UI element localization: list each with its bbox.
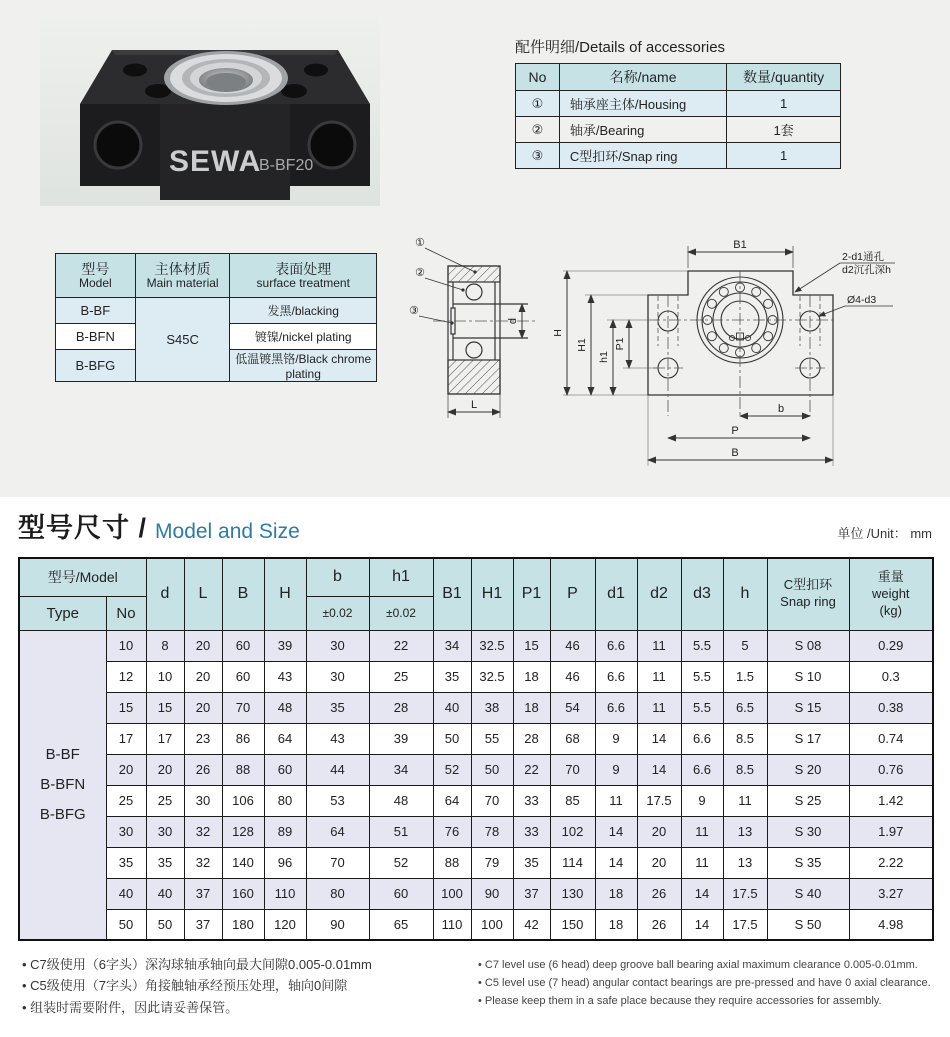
cell-h: 1.5 xyxy=(723,661,767,692)
cell-L: 20 xyxy=(184,630,222,661)
cell-d2: 20 xyxy=(637,847,681,878)
materials-col-model xyxy=(56,254,136,298)
unit-label: 单位 /Unit： mm xyxy=(837,526,932,541)
size-section-title-row xyxy=(18,506,932,545)
cell-h1: 60 xyxy=(369,878,433,909)
cell-H: 39 xyxy=(264,630,306,661)
cell-no: 15 xyxy=(106,692,146,723)
accessories-block xyxy=(515,36,841,169)
cell-d2: 26 xyxy=(637,878,681,909)
size-col-d: d xyxy=(146,558,184,630)
cell-weight: 0.3 xyxy=(849,661,933,692)
cell-b: 30 xyxy=(306,630,369,661)
front-dims-bottom xyxy=(648,395,833,466)
cell-d3: 6.6 xyxy=(681,723,723,754)
material-model: B-BFG xyxy=(56,350,136,382)
cell-no: 12 xyxy=(106,661,146,692)
callout-2-bearing: ② xyxy=(415,267,425,279)
cell-B: 128 xyxy=(222,816,264,847)
snap-ring-zh: C型扣环 xyxy=(783,577,833,593)
cell-d1: 18 xyxy=(595,878,637,909)
cell-b: 43 xyxy=(306,723,369,754)
cell-no: 20 xyxy=(106,754,146,785)
cell-h1: 65 xyxy=(369,909,433,940)
size-section-title-en: Model and Size xyxy=(155,520,300,543)
size-col-P: P xyxy=(550,558,595,630)
cell-d: 20 xyxy=(146,754,184,785)
cell-no: 40 xyxy=(106,878,146,909)
accessory-name: 轴承/Bearing xyxy=(559,117,726,143)
cell-no: 17 xyxy=(106,723,146,754)
cell-h: 6.5 xyxy=(723,692,767,723)
cell-B: 140 xyxy=(222,847,264,878)
accessories-header-row xyxy=(516,64,841,91)
material-name: S45C xyxy=(135,298,230,382)
cell-H1: 70 xyxy=(471,785,513,816)
cell-h1: 22 xyxy=(369,630,433,661)
cell-weight: 3.27 xyxy=(849,878,933,909)
cell-snap-ring: S 50 xyxy=(767,909,849,940)
cell-H: 96 xyxy=(264,847,306,878)
dim-label-P: P xyxy=(731,425,739,437)
cell-d3: 11 xyxy=(681,847,723,878)
size-table-row xyxy=(19,661,933,692)
cell-weight: 0.38 xyxy=(849,692,933,723)
cell-h: 8.5 xyxy=(723,754,767,785)
cell-d2: 20 xyxy=(637,816,681,847)
size-col-model: 型号/Model xyxy=(19,558,146,596)
cell-P1: 33 xyxy=(513,785,550,816)
accessory-name: 轴承座主体/Housing xyxy=(559,91,726,117)
cell-P: 114 xyxy=(550,847,595,878)
cell-no: 50 xyxy=(106,909,146,940)
note-item-en: • C5 level use (7 head) angular contact bearings are pre-pressed and have 0 axial clearance. xyxy=(478,974,944,992)
cell-L: 37 xyxy=(184,878,222,909)
cell-P1: 18 xyxy=(513,661,550,692)
cell-H1: 90 xyxy=(471,878,513,909)
cell-L: 23 xyxy=(184,723,222,754)
cell-h1: 48 xyxy=(369,785,433,816)
size-section-title-zh: 型号尺寸 / xyxy=(18,513,148,543)
cell-snap-ring: S 10 xyxy=(767,661,849,692)
cell-B1: 76 xyxy=(433,816,471,847)
cell-h1: 25 xyxy=(369,661,433,692)
cell-h1: 51 xyxy=(369,816,433,847)
cell-d2: 14 xyxy=(637,723,681,754)
cell-h: 13 xyxy=(723,847,767,878)
cell-snap-ring: S 30 xyxy=(767,816,849,847)
size-col-B1: B1 xyxy=(433,558,471,630)
cell-B: 70 xyxy=(222,692,264,723)
notes-zh-list xyxy=(22,954,478,1018)
accessory-no: ③ xyxy=(516,143,560,169)
cell-H1: 50 xyxy=(471,754,513,785)
cell-B1: 35 xyxy=(433,661,471,692)
cell-P1: 42 xyxy=(513,909,550,940)
cell-B1: 40 xyxy=(433,692,471,723)
notes-chinese xyxy=(22,954,478,1018)
cell-snap-ring: S 08 xyxy=(767,630,849,661)
cell-d2: 17.5 xyxy=(637,785,681,816)
cell-P: 150 xyxy=(550,909,595,940)
cell-P: 130 xyxy=(550,878,595,909)
brand-logo-text: SEWA xyxy=(169,145,262,178)
size-col-b: b xyxy=(306,558,369,596)
cell-B: 86 xyxy=(222,723,264,754)
size-col-P1: P1 xyxy=(513,558,550,630)
cell-P: 46 xyxy=(550,630,595,661)
note-item-zh: • C5级使用（7字头）角接触轴承经预压处理，轴向0间隙 xyxy=(22,975,478,996)
dim-label-P1: P1 xyxy=(614,337,626,351)
cell-H: 120 xyxy=(264,909,306,940)
cell-no: 25 xyxy=(106,785,146,816)
materials-col-material-zh: 主体材质 xyxy=(154,260,211,277)
technical-drawings xyxy=(395,226,945,492)
cell-H: 89 xyxy=(264,816,306,847)
cell-h: 13 xyxy=(723,816,767,847)
cell-B1: 34 xyxy=(433,630,471,661)
cell-h: 17.5 xyxy=(723,909,767,940)
cell-weight: 4.98 xyxy=(849,909,933,940)
materials-col-material xyxy=(135,254,230,298)
dim-label-L: L xyxy=(470,399,478,411)
cell-d1: 9 xyxy=(595,754,637,785)
note-item-en: • Please keep them in a safe place because they require accessories for assembly. xyxy=(478,992,944,1010)
cell-L: 20 xyxy=(184,692,222,723)
section-view xyxy=(448,266,528,394)
note-item-zh: • 组装时需要附件，因此请妥善保管。 xyxy=(22,997,478,1018)
snap-ring-en: Snap ring xyxy=(780,594,836,610)
cell-weight: 1.97 xyxy=(849,816,933,847)
cell-P1: 35 xyxy=(513,847,550,878)
cell-d1: 6.6 xyxy=(595,692,637,723)
cell-b: 30 xyxy=(306,661,369,692)
size-table-row xyxy=(19,847,933,878)
callout-3-snap-ring: ③ xyxy=(409,305,419,317)
cell-weight: 0.29 xyxy=(849,630,933,661)
cell-b: 64 xyxy=(306,816,369,847)
cell-L: 32 xyxy=(184,847,222,878)
note-item-en: • C7 level use (6 head) deep groove ball bearing axial maximum clearance 0.005-0.01mm. xyxy=(478,956,944,974)
cell-H1: 32.5 xyxy=(471,661,513,692)
cell-P1: 18 xyxy=(513,692,550,723)
cell-h: 11 xyxy=(723,785,767,816)
model-number-text: B-BF20 xyxy=(259,157,314,174)
cell-H1: 100 xyxy=(471,909,513,940)
size-col-d2: d2 xyxy=(637,558,681,630)
accessories-row xyxy=(516,91,841,117)
cell-b: 53 xyxy=(306,785,369,816)
cell-h1: 34 xyxy=(369,754,433,785)
dim-label-H: H xyxy=(552,329,564,337)
accessory-qty: 1 xyxy=(727,143,841,169)
material-treatment: 低温镀黑铬/Black chrome plating xyxy=(230,350,377,382)
cell-b: 44 xyxy=(306,754,369,785)
cell-H: 64 xyxy=(264,723,306,754)
cell-P1: 28 xyxy=(513,723,550,754)
hole-note-line2: d2沉孔深h xyxy=(842,264,892,276)
cell-d3: 6.6 xyxy=(681,754,723,785)
cell-d: 10 xyxy=(146,661,184,692)
cell-d: 40 xyxy=(146,878,184,909)
cell-B1: 64 xyxy=(433,785,471,816)
dim-label-B: B xyxy=(731,447,739,459)
cell-d2: 26 xyxy=(637,909,681,940)
cell-B: 88 xyxy=(222,754,264,785)
size-table-row xyxy=(19,754,933,785)
cell-d: 50 xyxy=(146,909,184,940)
product-photo xyxy=(40,18,380,206)
accessory-qty: 1套 xyxy=(727,117,841,143)
dimension-drawings xyxy=(395,226,945,492)
size-table-row xyxy=(19,723,933,754)
cell-d3: 14 xyxy=(681,909,723,940)
cell-P: 68 xyxy=(550,723,595,754)
cell-H1: 55 xyxy=(471,723,513,754)
size-header-row-1 xyxy=(19,558,933,596)
materials-row xyxy=(56,298,377,324)
cell-L: 30 xyxy=(184,785,222,816)
material-treatment: 发黑/blacking xyxy=(230,298,377,324)
cell-H: 60 xyxy=(264,754,306,785)
cell-B1: 52 xyxy=(433,754,471,785)
cell-b: 90 xyxy=(306,909,369,940)
cell-P1: 15 xyxy=(513,630,550,661)
callout-1-housing: ① xyxy=(415,237,425,249)
materials-col-treatment-zh: 表面处理 xyxy=(275,260,332,277)
hole-note-line1: 2-d1通孔 xyxy=(842,251,885,263)
dim-label-d: d xyxy=(507,317,519,325)
accessories-row xyxy=(516,117,841,143)
cell-d: 17 xyxy=(146,723,184,754)
cell-snap-ring: S 25 xyxy=(767,785,849,816)
size-col-no: No xyxy=(106,596,146,630)
materials-col-material-en: Main material xyxy=(146,275,219,290)
accessory-no: ① xyxy=(516,91,560,117)
materials-col-model-zh: 型号 xyxy=(81,260,110,277)
cell-L: 32 xyxy=(184,816,222,847)
cell-d3: 14 xyxy=(681,878,723,909)
cell-d1: 11 xyxy=(595,785,637,816)
size-col-h1-tol: ±0.02 xyxy=(369,596,433,630)
size-col-h1: h1 xyxy=(369,558,433,596)
cell-H1: 38 xyxy=(471,692,513,723)
bearing-insert xyxy=(164,51,288,105)
cell-weight: 2.22 xyxy=(849,847,933,878)
cell-snap-ring: S 40 xyxy=(767,878,849,909)
cell-B: 180 xyxy=(222,909,264,940)
materials-header-row xyxy=(56,254,377,298)
cell-B1: 100 xyxy=(433,878,471,909)
size-col-H: H xyxy=(264,558,306,630)
cell-d2: 11 xyxy=(637,692,681,723)
cell-H: 80 xyxy=(264,785,306,816)
size-table xyxy=(18,557,934,941)
cell-snap-ring: S 15 xyxy=(767,692,849,723)
cell-P: 85 xyxy=(550,785,595,816)
materials-table xyxy=(55,253,377,382)
cell-d1: 6.6 xyxy=(595,661,637,692)
cell-H1: 32.5 xyxy=(471,630,513,661)
materials-col-treatment-en: surface treatment xyxy=(256,275,350,290)
cell-H1: 79 xyxy=(471,847,513,878)
cell-d2: 11 xyxy=(637,661,681,692)
cell-d1: 14 xyxy=(595,847,637,878)
size-col-h: h xyxy=(723,558,767,630)
accessories-table xyxy=(515,63,841,169)
dim-label-B1: B1 xyxy=(733,239,747,251)
weight-en: weight xyxy=(871,585,910,601)
size-col-H1: H1 xyxy=(471,558,513,630)
size-col-type: Type xyxy=(19,596,106,630)
size-table-row xyxy=(19,630,933,661)
front-dims-left xyxy=(552,271,688,395)
cell-d2: 14 xyxy=(637,754,681,785)
size-col-snap-ring xyxy=(767,558,849,630)
cell-P1: 37 xyxy=(513,878,550,909)
cell-h1: 28 xyxy=(369,692,433,723)
accessory-no: ② xyxy=(516,117,560,143)
notes-english xyxy=(478,956,944,1010)
cell-H1: 78 xyxy=(471,816,513,847)
cell-d: 25 xyxy=(146,785,184,816)
cell-d1: 6.6 xyxy=(595,630,637,661)
cell-H: 110 xyxy=(264,878,306,909)
size-col-L: L xyxy=(184,558,222,630)
cell-L: 20 xyxy=(184,661,222,692)
corner-hole-note: Ø4-d3 xyxy=(847,294,877,306)
weight-unit: (kg) xyxy=(879,602,902,618)
material-model: B-BFN xyxy=(56,324,136,350)
cell-P: 46 xyxy=(550,661,595,692)
cell-d1: 9 xyxy=(595,723,637,754)
notes-en-list xyxy=(478,956,944,1010)
cell-weight: 0.74 xyxy=(849,723,933,754)
type-model-2: B-BFN xyxy=(40,775,86,793)
accessories-row xyxy=(516,143,841,169)
size-col-d3: d3 xyxy=(681,558,723,630)
accessories-col-no: No xyxy=(516,64,560,91)
cell-B1: 88 xyxy=(433,847,471,878)
accessories-title: 配件明细/Details of accessories xyxy=(515,39,726,56)
size-table-wrap xyxy=(18,557,932,941)
section-dim-L xyxy=(448,394,500,418)
cell-d3: 11 xyxy=(681,816,723,847)
cell-h1: 52 xyxy=(369,847,433,878)
cell-snap-ring: S 35 xyxy=(767,847,849,878)
cell-B: 106 xyxy=(222,785,264,816)
dim-label-h1: h1 xyxy=(598,351,610,363)
cell-P: 102 xyxy=(550,816,595,847)
cell-d2: 11 xyxy=(637,630,681,661)
cell-d: 15 xyxy=(146,692,184,723)
cell-B1: 110 xyxy=(433,909,471,940)
cell-h: 17.5 xyxy=(723,878,767,909)
cell-H: 48 xyxy=(264,692,306,723)
accessory-name: C型扣环/Snap ring xyxy=(559,143,726,169)
accessory-qty: 1 xyxy=(727,91,841,117)
cell-no: 10 xyxy=(106,630,146,661)
cell-d3: 9 xyxy=(681,785,723,816)
cell-P1: 22 xyxy=(513,754,550,785)
cell-d3: 5.5 xyxy=(681,692,723,723)
dim-label-H1: H1 xyxy=(576,338,588,352)
cell-P: 54 xyxy=(550,692,595,723)
material-model: B-BF xyxy=(56,298,136,324)
materials-block xyxy=(55,253,377,382)
dim-label-b: b xyxy=(777,403,785,415)
cell-d3: 5.5 xyxy=(681,630,723,661)
size-table-row xyxy=(19,878,933,909)
cell-B: 60 xyxy=(222,630,264,661)
accessories-col-qty: 数量/quantity xyxy=(727,64,841,91)
size-table-row xyxy=(19,785,933,816)
size-col-b-tol: ±0.02 xyxy=(306,596,369,630)
note-item-zh: • C7级使用（6字头）深沟球轴承轴向最大间隙0.005-0.01mm xyxy=(22,954,478,975)
size-table-row xyxy=(19,816,933,847)
cell-d: 30 xyxy=(146,816,184,847)
cell-no: 30 xyxy=(106,816,146,847)
cell-snap-ring: S 17 xyxy=(767,723,849,754)
size-col-B: B xyxy=(222,558,264,630)
front-dim-B1 xyxy=(688,239,793,268)
cell-b: 70 xyxy=(306,847,369,878)
cell-weight: 0.76 xyxy=(849,754,933,785)
size-type-cell xyxy=(19,630,106,940)
size-table-row xyxy=(19,692,933,723)
type-model-3: B-BFG xyxy=(39,805,86,823)
type-model-1: B-BF xyxy=(45,745,80,763)
cell-d1: 18 xyxy=(595,909,637,940)
size-table-row xyxy=(19,909,933,940)
cell-P: 70 xyxy=(550,754,595,785)
cell-B: 160 xyxy=(222,878,264,909)
cell-B: 60 xyxy=(222,661,264,692)
materials-col-treatment xyxy=(230,254,377,298)
cell-d: 35 xyxy=(146,847,184,878)
cell-snap-ring: S 20 xyxy=(767,754,849,785)
cell-b: 35 xyxy=(306,692,369,723)
materials-col-model-en: Model xyxy=(79,275,112,290)
size-col-weight xyxy=(849,558,933,630)
size-col-d1: d1 xyxy=(595,558,637,630)
cell-d: 8 xyxy=(146,630,184,661)
cell-b: 80 xyxy=(306,878,369,909)
accessories-col-name: 名称/name xyxy=(559,64,726,91)
cell-d1: 14 xyxy=(595,816,637,847)
bearing-housing-photo xyxy=(40,18,380,206)
cell-H: 43 xyxy=(264,661,306,692)
cell-L: 26 xyxy=(184,754,222,785)
cell-L: 37 xyxy=(184,909,222,940)
cell-no: 35 xyxy=(106,847,146,878)
cell-h: 5 xyxy=(723,630,767,661)
cell-d3: 5.5 xyxy=(681,661,723,692)
cell-h: 8.5 xyxy=(723,723,767,754)
cell-P1: 33 xyxy=(513,816,550,847)
weight-zh: 重量 xyxy=(877,568,904,584)
cell-h1: 39 xyxy=(369,723,433,754)
cell-weight: 1.42 xyxy=(849,785,933,816)
material-treatment: 镀镍/nickel plating xyxy=(230,324,377,350)
cell-B1: 50 xyxy=(433,723,471,754)
